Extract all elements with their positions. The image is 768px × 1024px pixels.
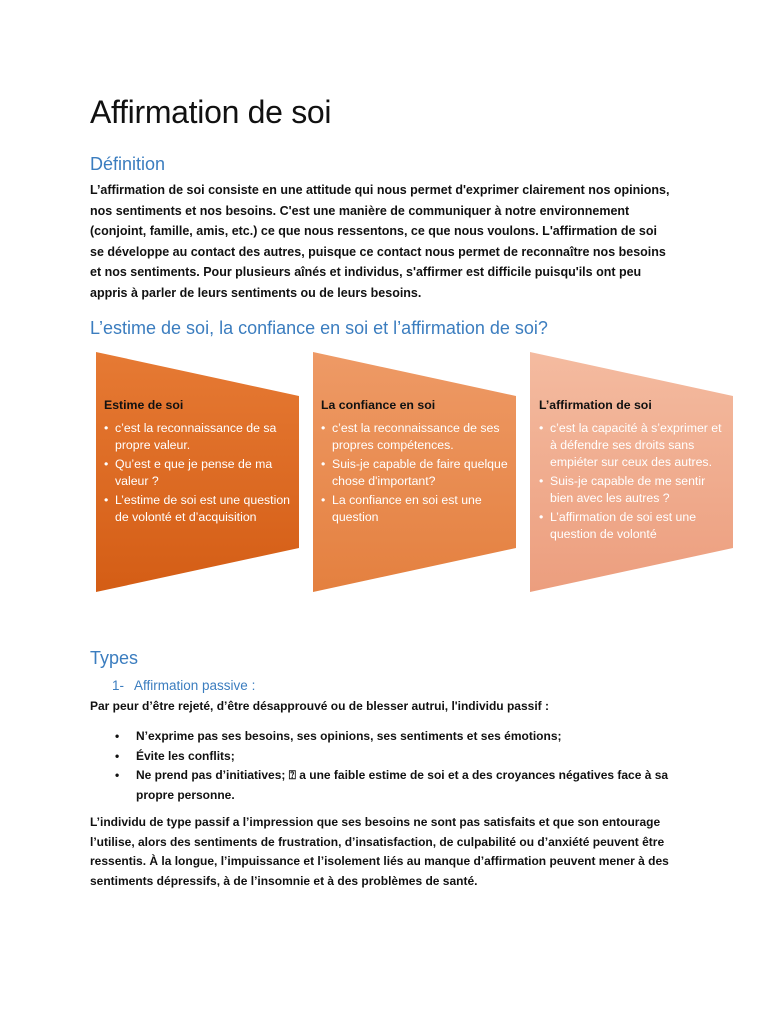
box-confiance-content (321, 397, 511, 528)
passive-intro: Par peur d’être rejeté, d’être désapprouvé ou de blesser autrui, l'individu passif : (90, 699, 549, 713)
definition-heading: Définition (90, 154, 166, 174)
box-confiance-item: • Suis-je capable de faire quelque chose d'important? (321, 456, 511, 490)
passive-subheading (112, 678, 255, 693)
definition-paragraph: L’affirmation de soi consiste en une attitude qui nous permet d'exprimer clairement nos opinions, nos sentiments et nos besoins. C'est une manière de communiquer à notre environnement (conjoint, famille, amis, etc.) ce que nous ressentons, ce que nous voulons. L'affirmation de soi se développe au contact des autres, puisque ce contact nous permet de reconnaître nos besoins et nos sentiments. Pour plusieurs aînés et individus, s'affirmer est difficile puisqu'ils ont peu appris à parler de leurs sentiments ou de leurs besoins. (90, 183, 670, 300)
box-estime-content (104, 397, 294, 528)
list-item: • Ne prend pas d’initiatives; ⍰ a une faible estime de soi et a des croyances négatives face à sa propre personne. (112, 766, 672, 805)
page-title: Affirmation de soi (90, 94, 332, 130)
box-affirmation-item: • c’est la capacité à s’exprimer et à défendre ses droits sans empiéter sur ceux des autres. (539, 420, 729, 471)
box-affirmation-item: • Suis-je capable de me sentir bien avec les autres ? (539, 473, 729, 507)
estime-heading: L’estime de soi, la confiance en soi et l’affirmation de soi? (90, 318, 548, 338)
box-confiance-item: • c’est la reconnaissance de ses propres compétences. (321, 420, 511, 454)
list-item: • Évite les conflits; (112, 747, 672, 767)
box-title-estime: Estime de soi (104, 398, 184, 412)
list-item: • N’exprime pas ses besoins, ses opinions, ses sentiments et ses émotions; (112, 727, 672, 747)
box-confiance-item: • La confiance en soi est une question (321, 492, 511, 526)
box-title-confiance: La confiance en soi (321, 398, 436, 412)
passive-label: Affirmation passive : (134, 678, 256, 693)
box-affirmation-item: • L’affirmation de soi est une question de volonté (539, 509, 729, 543)
passive-bullet-list (112, 727, 672, 805)
box-affirmation-content (539, 397, 729, 545)
passive-number: 1- (112, 678, 125, 693)
types-heading: Types (90, 648, 139, 668)
box-title-affirmation: L’affirmation de soi (539, 398, 652, 412)
passive-paragraph: L’individu de type passif a l’impression que ses besoins ne sont pas satisfaits et que son entourage l’utilise, alors des sentiments de frustration, d’insatisfaction, de culpabilité ou d’anxiété peuvent être ressentis. À la longue, l’impuissance et l’isolement liés au manque d’affirmation peuvent mener à des sentiments dépressifs, à de l’insomnie et à des problèmes de santé. (90, 815, 669, 888)
box-estime-item: • Qu’est e que je pense de ma valeur ? (104, 456, 294, 490)
box-estime-item: • L’estime de soi est une question de volonté et d’acquisition (104, 492, 294, 526)
box-estime-item: • c’est la reconnaissance de sa propre valeur. (104, 420, 294, 454)
